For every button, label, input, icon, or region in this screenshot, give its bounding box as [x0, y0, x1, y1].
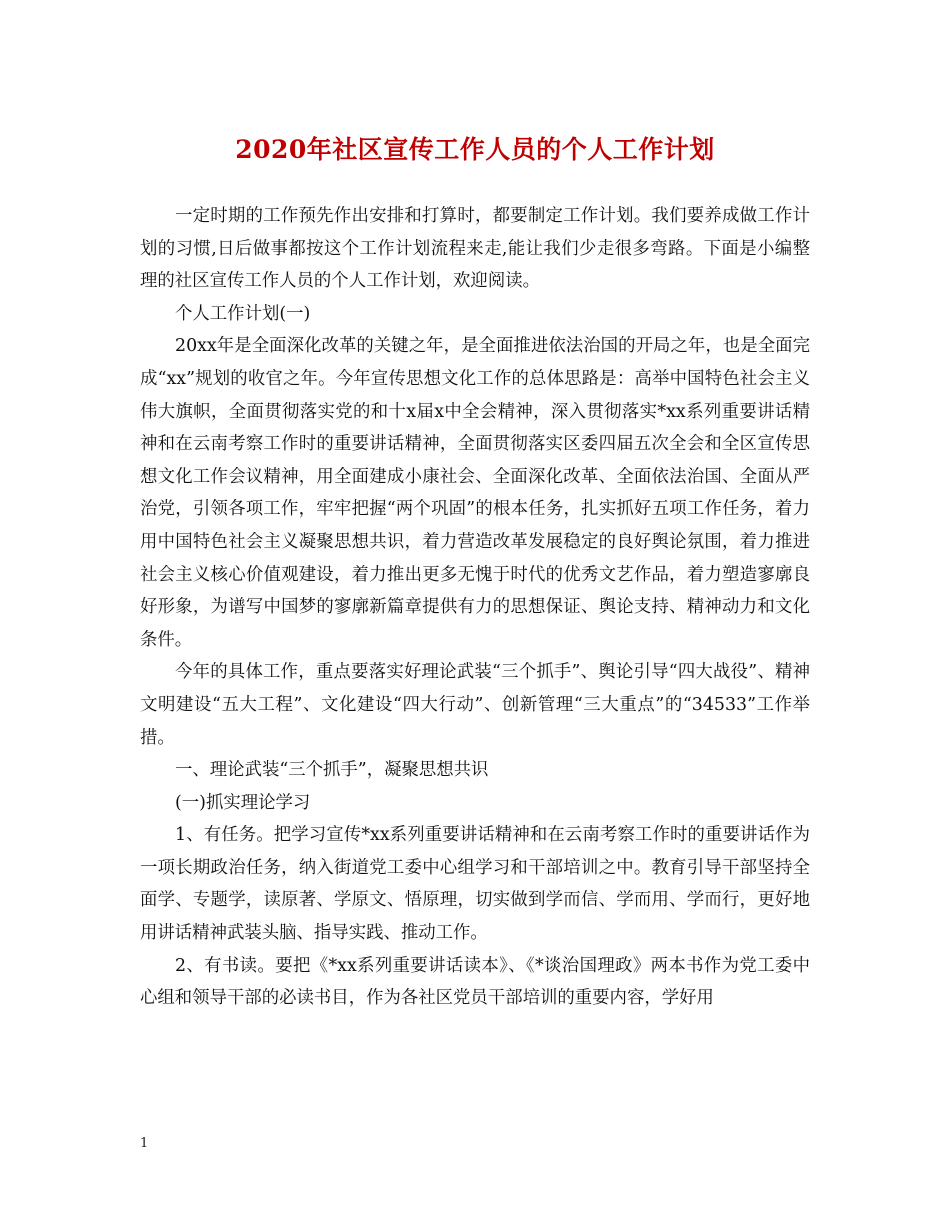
subsection-heading-1: (一)抓实理论学习 [175, 792, 311, 813]
page-number: 1 [140, 1136, 149, 1151]
paragraph-intro: 一定时期的工作预先作出安排和打算时，都要制定工作计划。我们要养成做工作计划的习惯,日后做事都按这个工作计划流程来走,能让我们少走很多弯路。下面是小编整理的社区宣传工作人员的个人工作计划，欢迎阅读。 [140, 206, 810, 292]
document-body [140, 200, 810, 1015]
paragraph-item-1: 1、有任务。把学习宣传*xx系列重要讲话精神和在云南考察工作时的重要讲话作为一项长期政治任务，纳入街道党工委中心组学习和干部培训之中。教育引导干部坚持全面学、专题学，读原著、学原文、悟原理，切实做到学而信、学而用、学而行，更好地用讲话精神武装头脑、指导实践、推动工作。 [140, 825, 810, 944]
paragraph-specific-work: 今年的具体工作，重点要落实好理论武装“三个抓手”、舆论引导“四大战役”、精神文明建设“五大工程”、文化建设“四大行动”、创新管理“三大重点”的“34533”工作举措。 [140, 662, 810, 748]
paragraph-plan-heading: 个人工作计划(一) [175, 303, 311, 324]
section-heading-1: 一、理论武装“三个抓手”，凝聚思想共识 [175, 760, 489, 781]
paragraph-item-2: 2、有书读。要把《*xx系列重要讲话读本》、《*谈治国理政》两本书作为党工委中心组和领导干部的必读书目，作为各社区党员干部培训的重要内容，学好用 [140, 955, 810, 1009]
paragraph-overview: 20xx年是全面深化改革的关键之年，是全面推进依法治国的开局之年，也是全面完成“xx”规划的收官之年。今年宣传思想文化工作的总体思路是：高举中国特色社会主义伟大旗帜，全面贯彻落实党的和十x届x中全会精神，深入贯彻落实*xx系列重要讲话精神和在云南考察工作时的重要讲话精神，全面贯彻落实区委四届五次全会和全区宣传思想文化工作会议精神，用全面建成小康社会、全面深化改革、全面依法治国、全面从严治党，引领各项工作，牢牢把握“两个巩固”的根本任务，扎实抓好五项工作任务，着力用中国特色社会主义凝聚思想共识，着力营造改革发展稳定的良好舆论氛围，着力推进社会主义核心价值观建设，着力推出更多无愧于时代的优秀文艺作品，着力塑造寥廓良好形象，为谱写中国梦的寥廓新篇章提供有力的思想保证、舆论支持、精神动力和文化条件。 [140, 336, 810, 650]
document-title: 2020年社区宣传工作人员的个人工作计划 [235, 135, 715, 164]
